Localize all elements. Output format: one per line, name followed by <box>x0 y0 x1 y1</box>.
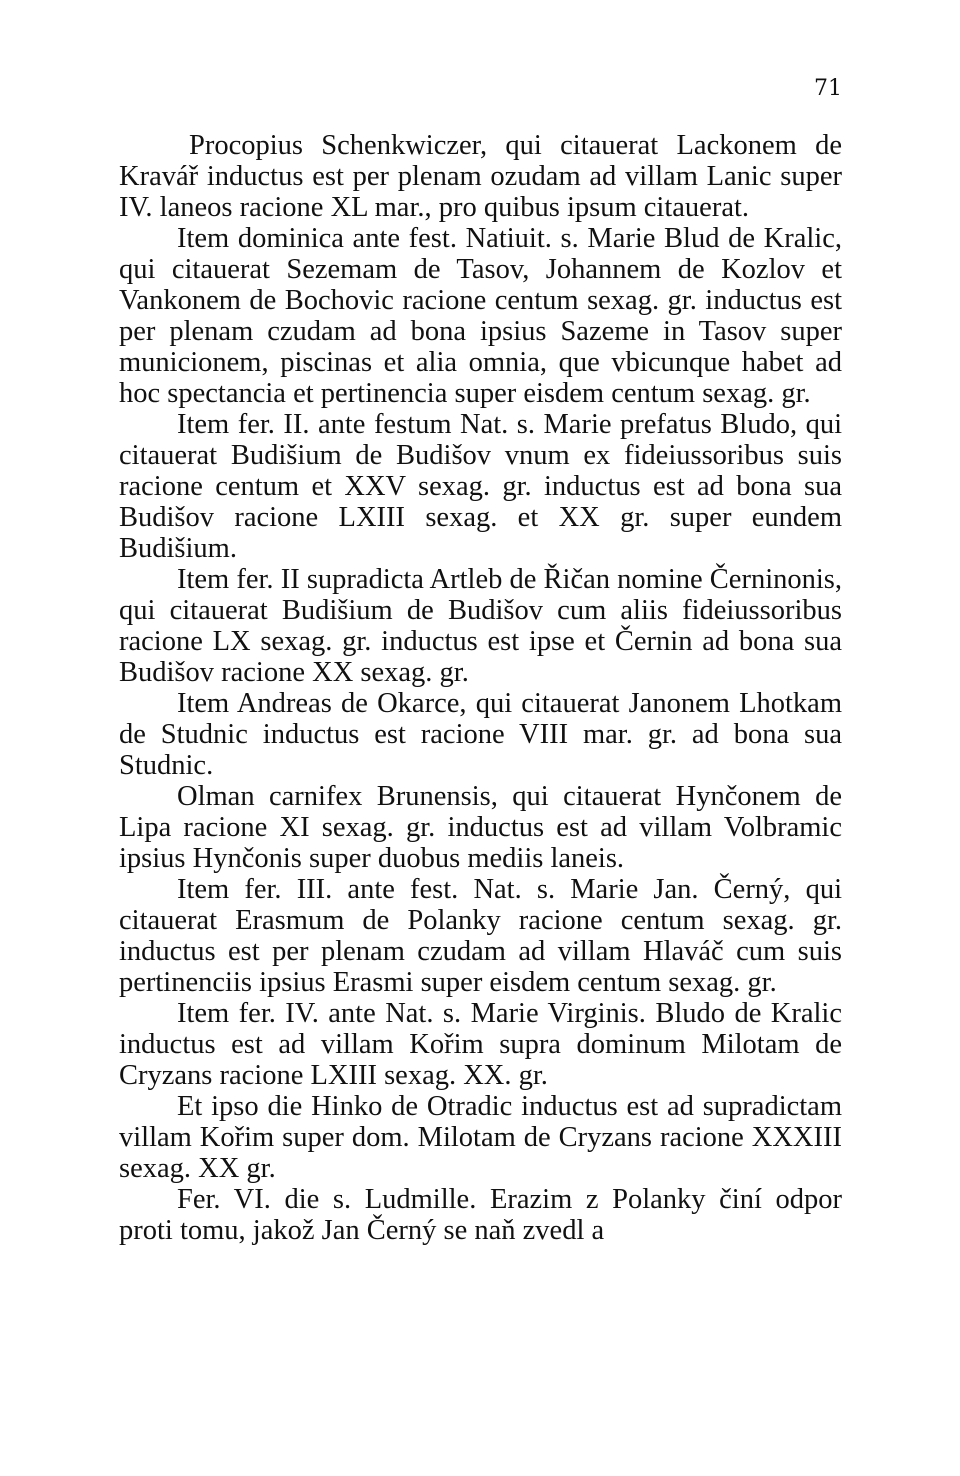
paragraph: Item Andreas de Okarce, qui citauerat Janonem Lhotkam de Studnic inductus est racione VIII mar. gr. ad bona sua Studnic. <box>119 688 842 781</box>
paragraph: Item fer. IV. ante Nat. s. Marie Virginis. Bludo de Kralic inductus est ad villam Kořim supra dominum Milotam de Cryzans racione LXIII sexag. XX. gr. <box>119 998 842 1091</box>
paragraph: Item dominica ante fest. Natiuit. s. Marie Blud de Kralic, qui citauerat Sezemam de Tasov, Johannem de Kozlov et Vankonem de Bochovic racione centum sexag. gr. inductus est per plenam czudam ad bona ipsius Sazeme in Tasov super municionem, piscinas et alia omnia, que vbicunque habet ad hoc spectancia et pertinencia super eisdem centum sexag. gr. <box>119 223 842 409</box>
paragraph: Item fer. II supradicta Artleb de Řičan nomine Černinonis, qui citauerat Budišium de Budišov cum aliis fideiussoribus racione LX sexag. gr. inductus est ipse et Černin ad bona sua Budišov racione XX sexag. gr. <box>119 564 842 688</box>
paragraph: Et ipso die Hinko de Otradic inductus est ad supradictam villam Kořim super dom. Milotam de Cryzans racione XXXIII sexag. XX gr. <box>119 1091 842 1184</box>
paragraph: Item fer. III. ante fest. Nat. s. Marie Jan. Černý, qui citauerat Erasmum de Polanky racione centum sexag. gr. inductus est per plenam czudam ad villam Hlaváč cum suis pertinenciis ipsius Erasmi super eisdem centum sexag. gr. <box>119 874 842 998</box>
paragraph: Olman carnifex Brunensis, qui citauerat Hynčonem de Lipa racione XI sexag. gr. inductus est ad villam Volbramic ipsius Hynčonis super duobus mediis laneis. <box>119 781 842 874</box>
page-number: 71 <box>814 76 842 101</box>
paragraph: Item fer. II. ante festum Nat. s. Marie prefatus Bludo, qui citauerat Budišium de Budišov vnum ex fideiussoribus suis racione centum et XXV sexag. gr. inductus est ad bona sua Budišov racione LXIII sexag. et XX gr. super eundem Budišium. <box>119 409 842 564</box>
body-text <box>119 130 842 1246</box>
paragraph: Procopius Schenkwiczer, qui citauerat Lackonem de Kravář inductus est per plenam ozudam ad villam Lanic super IV. laneos racione XL mar., pro quibus ipsum citauerat. <box>119 130 842 223</box>
paragraph: Fer. VI. die s. Ludmille. Erazim z Polanky činí odpor proti tomu, jakož Jan Černý se naň zvedl a <box>119 1184 842 1246</box>
